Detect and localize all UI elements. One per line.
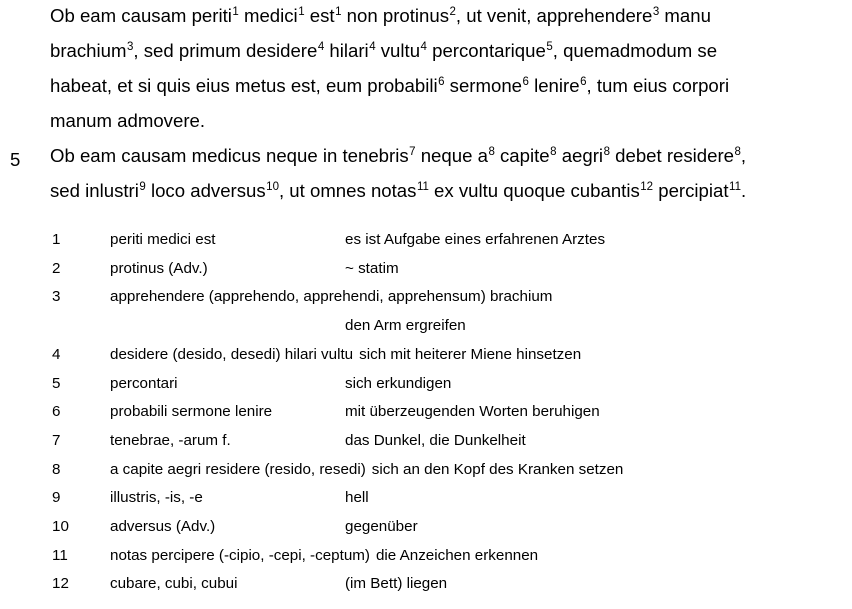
footnote-marker: 3 [652,6,660,18]
glossary-row [0,430,852,452]
footnote-marker: 4 [369,41,376,53]
passage-text: manum admovere. [50,110,206,131]
glossary-german: ~ statim [345,259,399,277]
passage-text: vultu [375,40,421,61]
footnote-marker: 9 [139,181,146,193]
footnote-marker: 6 [580,76,587,88]
passage-text: , sed primum desidere [133,40,318,61]
passage-line [50,145,746,170]
footnote-marker: 2 [449,6,456,18]
glossary-row [0,487,852,509]
glossary-row [0,545,852,567]
footnote-marker: 11 [729,181,741,193]
footnote-marker: 1 [232,6,239,18]
footnote-marker: 10 [266,181,279,193]
glossary-latin: illustris, -is, -e [110,489,203,507]
passage-text: capite [494,145,550,166]
glossary-german: es ist Aufgabe eines erfahrenen Arztes [345,231,606,248]
glossary-german: (im Bett) liegen [345,575,448,593]
footnote-marker: 8 [488,146,495,158]
glossary-number: 2 [52,259,61,277]
passage-line [50,110,205,132]
glossary-row [0,401,852,423]
footnote-marker: 6 [438,76,445,88]
glossary-latin: a capite aegri residere (resido, resedi) sich an den Kopf des Kranken setzen [110,460,624,478]
passage-text: percipiat [653,180,729,201]
passage-text: sermone [444,75,523,96]
glossary-latin: probabili sermone lenire [110,403,273,421]
passage-text: debet residere [609,145,735,166]
passage-text: est [304,5,335,26]
glossary-number: 11 [52,546,68,564]
line-number: 5 [10,149,21,170]
footnote-marker: 1 [298,6,305,18]
glossary-row [0,344,852,366]
glossary-row [0,229,852,251]
glossary-latin: protinus (Adv.) [110,259,208,277]
glossary-latin: tenebrae, -arum f. [110,431,231,449]
glossary-latin: adversus (Adv.) [110,518,216,535]
passage-text: aegri [556,145,604,166]
passage-line [50,180,746,205]
glossary-german: das Dunkel, die Dunkelheit [345,431,526,449]
glossary-german: die Anzeichen erkennen [375,546,539,564]
glossary-number: 10 [52,518,69,535]
passage-text: loco adversus [145,180,266,201]
glossary-latin: notas percipere (-cipio, -cepi, -ceptum) die Anzeichen erkennen [110,546,539,564]
passage-text: , ut omnes notas [278,180,417,201]
glossary-number: 12 [52,575,69,593]
passage-line [50,40,717,65]
glossary-number: 3 [52,288,61,306]
passage-text: , [740,145,747,166]
footnote-marker: 4 [420,41,427,53]
footnote-marker: 4 [317,41,325,53]
passage-text: habeat, et si quis eius metus est, eum probabili [50,75,438,96]
passage-line [50,75,729,100]
glossary-latin: percontari [110,374,178,392]
footnote-marker: 7 [409,146,416,158]
footnote-marker: 12 [640,181,654,193]
passage-text: , quemadmodum se [552,40,718,61]
passage-text: , tum eius corpori [586,75,730,96]
glossary-german: den Arm ergreifen [345,317,466,335]
glossary-number: 9 [52,489,61,507]
glossary-german: mit überzeugenden Worten beruhigen [345,403,600,421]
glossary-german: hell [345,489,369,507]
passage-text: Ob eam causam periti [50,5,232,26]
glossary-number: 8 [52,460,61,478]
glossary-latin: apprehendere (apprehendo, apprehendi, apprehensum) brachium [110,288,553,306]
passage-text: hilari [324,40,369,61]
footnote-marker: 11 [416,181,429,193]
passage-text: medici [238,5,298,26]
passage-text: percontarique [426,40,546,61]
passage-text: ex vultu quoque cubantis [428,180,640,201]
glossary-row [0,459,852,481]
glossary-number: 6 [52,403,61,421]
glossary-row [0,573,852,595]
glossary-german: sich mit heiterer Miene hinsetzen [359,345,582,363]
glossary-row [0,286,852,308]
glossary-latin: periti medici est [110,231,216,248]
glossary-row [0,315,852,337]
passage-text: non protinus [341,5,450,26]
footnote-marker: 6 [522,76,529,88]
footnote-marker: 5 [546,41,553,53]
passage-text: neque a [415,145,488,166]
footnote-marker: 8 [603,146,610,158]
passage-text: Ob eam causam medicus neque in tenebris [50,145,409,166]
passage-line [50,5,711,30]
glossary-number: 1 [52,231,61,248]
footnote-marker: 1 [335,6,342,18]
passage-text: brachium [50,40,127,61]
glossary-number: 5 [52,374,61,392]
passage-text: manu [659,5,711,26]
glossary-german: gegenüber [345,518,418,535]
footnote-marker: 3 [126,41,134,53]
footnote-marker: 8 [734,146,741,158]
passage-text: , ut venit, apprehendere [455,5,653,26]
glossary-german: sich an den Kopf des Kranken setzen [371,460,624,478]
glossary-row [0,516,852,538]
glossary-row [0,258,852,280]
glossary-number: 7 [52,431,61,449]
glossary-row [0,373,852,395]
passage-text: lenire [528,75,580,96]
passage-text: sed inlustri [50,180,139,201]
glossary-latin: desidere (desido, desedi) hilari vultu sich mit heiterer Miene hinsetzen [110,345,582,363]
glossary-number: 4 [52,345,61,363]
glossary-german: sich erkundigen [345,374,452,392]
glossary-latin: cubare, cubi, cubui [110,575,238,593]
passage-text: . [740,180,747,201]
footnote-marker: 8 [550,146,557,158]
